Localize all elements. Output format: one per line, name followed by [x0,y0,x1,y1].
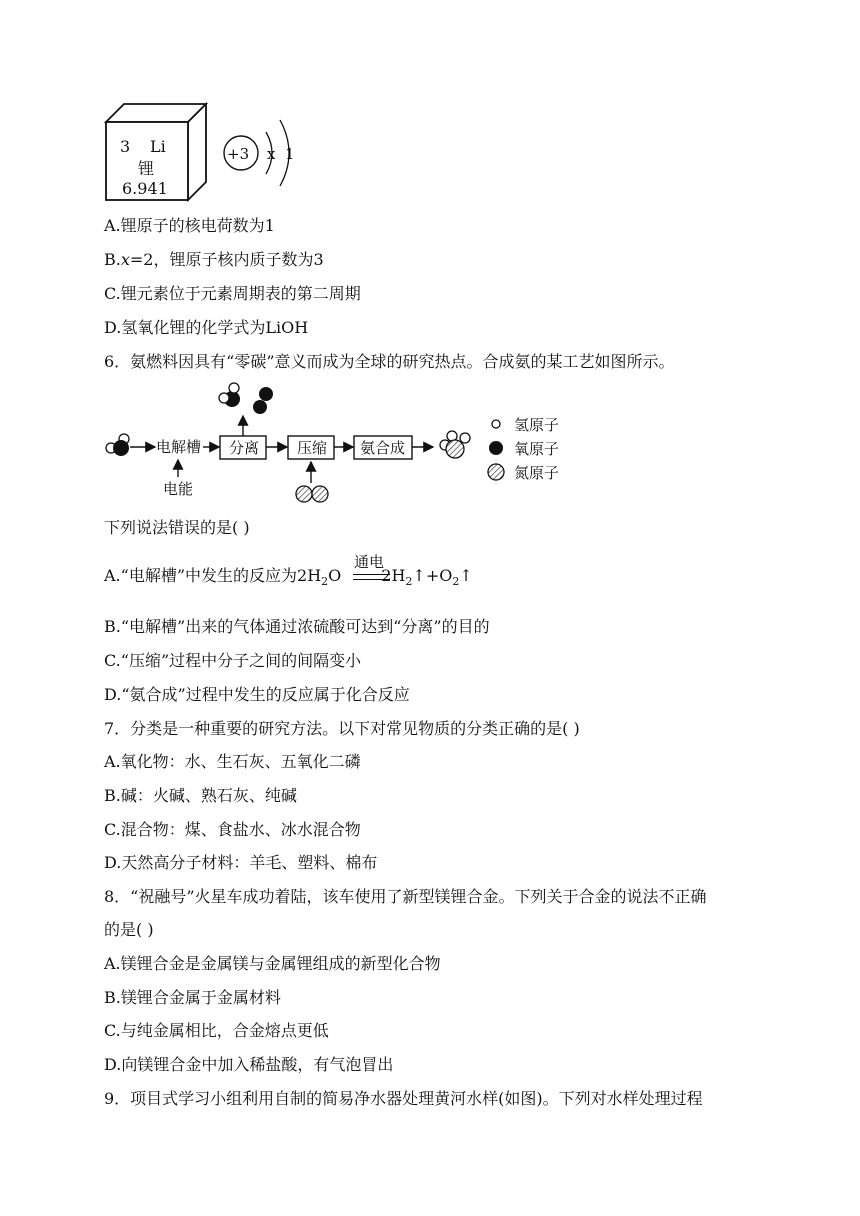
compression-label: 压缩 [297,439,328,457]
legend-oxygen-icon [489,441,503,455]
legend-hydrogen-label: 氢原子 [514,416,560,434]
nitrogen-molecule-icon [296,486,328,502]
q5-option-d: D.氢氧化锂的化学式为LiOH [104,318,309,337]
q8-stem-line2: 的是( ) [104,920,154,939]
reaction-condition: 通电 [354,553,385,571]
q7-option-b: B.碱：火碱、熟石灰、纯碱 [104,786,297,805]
legend-nitrogen-label: 氮原子 [514,464,560,482]
element-name: 锂 [138,159,155,178]
q8-option-b: B.镁锂合金属于金属材料 [104,988,281,1007]
q6-option-d: D.“氨合成”过程中发生的反应属于化合反应 [104,685,410,704]
q6-stem: 6．氨燃料因具有“零碳”意义而成为全球的研究热点。合成氨的某工艺如图所示。 [104,352,675,371]
nucleus-charge: +3 [227,145,250,163]
q7-option-a: A.氧化物：水、生石灰、五氧化二磷 [104,752,361,771]
element-mass: 6.941 [122,179,168,198]
q7-option-d: D.天然高分子材料：羊毛、塑料、棉布 [104,853,378,872]
q7-stem: 7．分类是一种重要的研究方法。以下对常见物质的分类正确的是( ) [104,719,580,738]
lithium-element-card [100,96,212,204]
equation-equals-sign [353,574,390,580]
shell-electron-outer: 1 [285,145,295,163]
lithium-atom-diagram [222,116,302,192]
q8-option-d: D.向镁锂合金中加入稀盐酸，有气泡冒出 [104,1055,394,1074]
q5-option-c: C.锂元素位于元素周期表的第二周期 [104,284,361,303]
q5-option-a: A.锂原子的核电荷数为1 [104,216,275,235]
element-number: 3 [120,137,131,156]
synthesis-label: 氨合成 [360,439,406,457]
q8-stem-line1: 8．“祝融号”火星车成功着陆，该车使用了新型镁锂合金。下列关于合金的说法不正确 [104,887,707,906]
element-symbol: Li [150,137,166,156]
q6-question: 下列说法错误的是( ) [104,518,250,537]
legend-hydrogen-icon [492,420,500,428]
q6-option-a: A.“电解槽”中发生的反应为$2H_2O$ $2H_2↑+O_2↑$ [104,566,473,588]
legend [488,416,559,482]
q6-option-c: C.“压缩”过程中分子之间的间隔变小 [104,651,362,670]
legend-oxygen-label: 氧原子 [514,440,560,458]
ammonia-molecule-icon [440,431,470,458]
q9-stem: 9．项目式学习小组利用自制的简易净水器处理黄河水样(如图)。下列对水样处理过程 [104,1089,703,1108]
water-molecule-icon [106,434,129,456]
legend-nitrogen-icon [488,464,504,480]
shell-electron-x: x [267,145,276,163]
electrolysis-label: 电解槽 [156,438,202,456]
q8-option-c: C.与纯金属相比，合金熔点更低 [104,1021,329,1040]
electric-energy-label: 电能 [163,480,194,498]
ammonia-process-diagram [100,380,580,508]
oxygen-molecule-icon [219,383,273,414]
separation-label: 分离 [229,439,260,457]
q7-option-c: C.混合物：煤、食盐水、冰水混合物 [104,820,361,839]
q6-option-b: B.“电解槽”出来的气体通过浓硫酸可达到“分离”的目的 [104,617,490,636]
q5-option-b: B.x=2，锂原子核内质子数为3 [104,250,324,269]
q8-option-a: A.镁锂合金是金属镁与金属锂组成的新型化合物 [104,954,441,973]
